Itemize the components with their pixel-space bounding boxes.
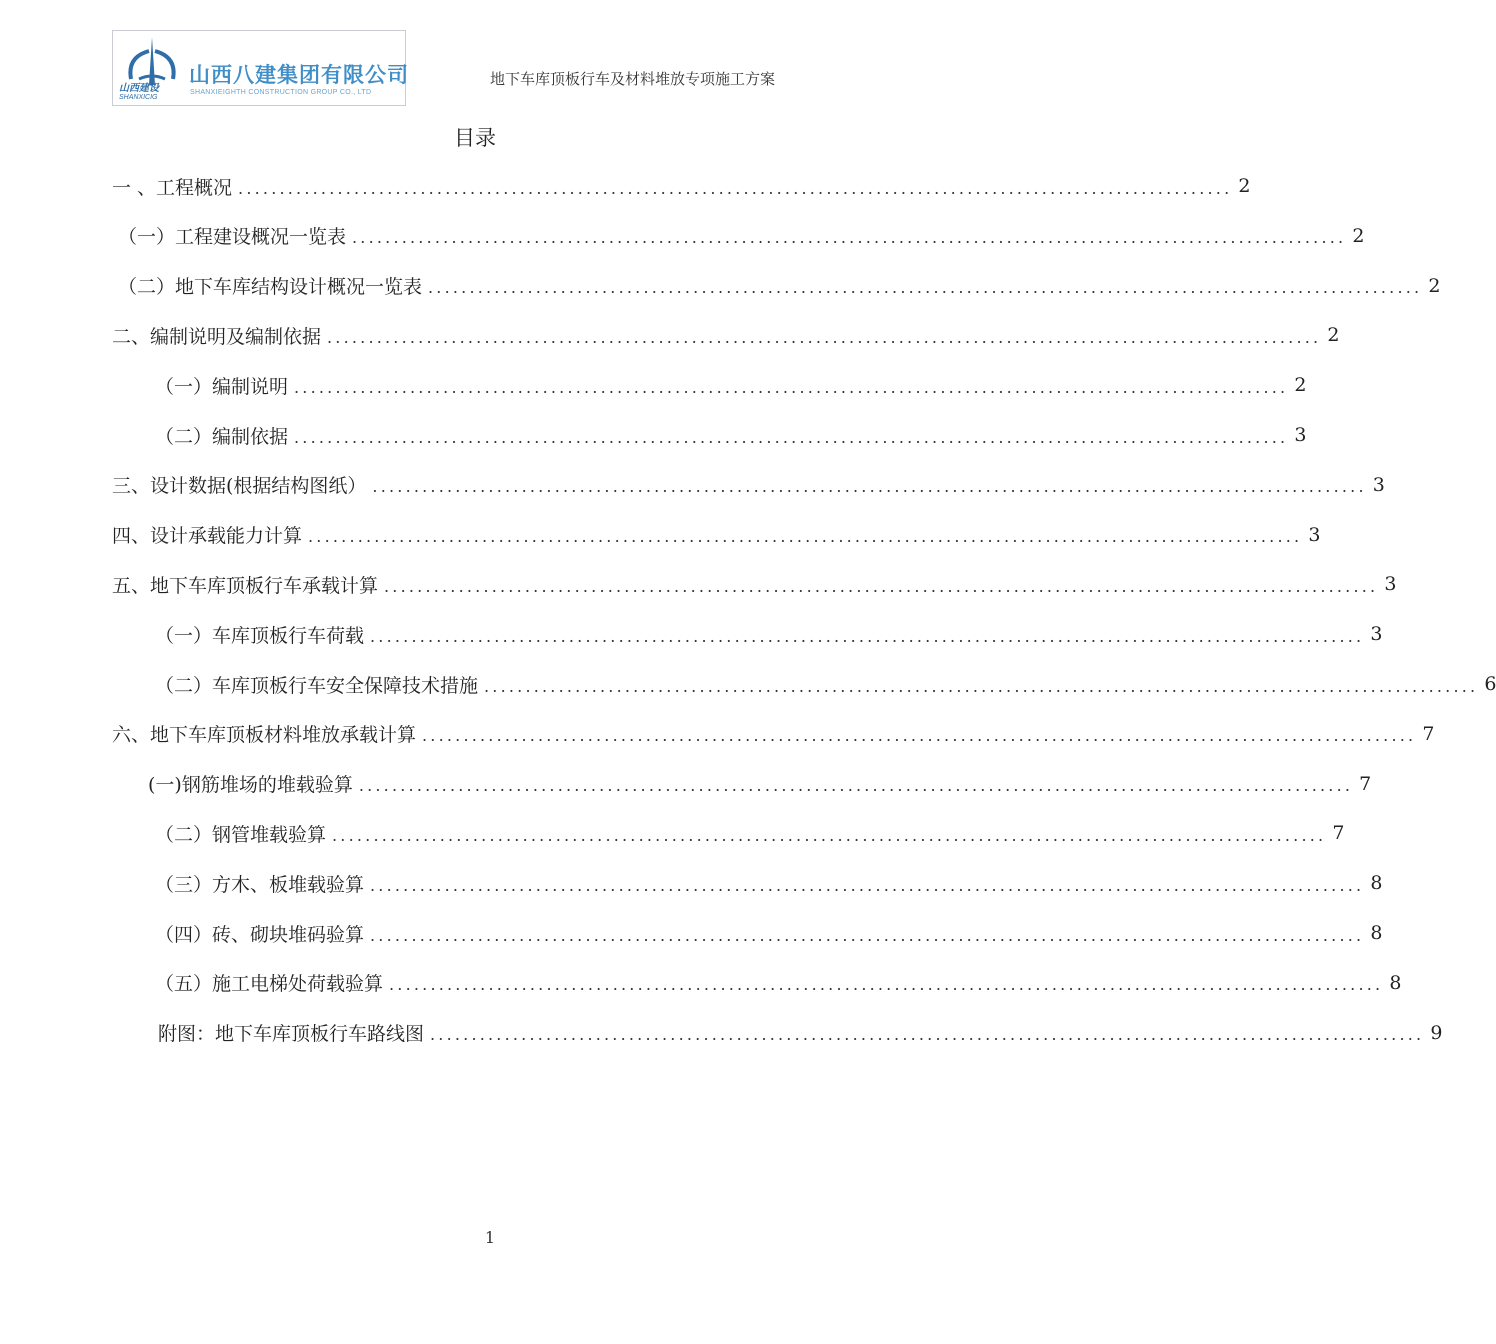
toc-dot-leader: ........................................................................................................................ bbox=[294, 377, 1289, 397]
toc-dot-leader: ........................................................................................................................ bbox=[372, 477, 1367, 497]
toc-entry[interactable] bbox=[155, 669, 1496, 699]
toc-entry-page: 2 bbox=[1327, 324, 1340, 347]
toc-entry-page: 2 bbox=[1352, 224, 1365, 247]
toc-dot-leader: ........................................................................................................................ bbox=[308, 527, 1303, 547]
toc-title: 目录 bbox=[454, 126, 496, 150]
toc-entry-label: （二）钢管堆载验算 bbox=[155, 823, 327, 846]
toc-entry[interactable] bbox=[155, 868, 1383, 898]
toc-entry[interactable] bbox=[118, 221, 1365, 251]
toc-entry-page: 3 bbox=[1370, 623, 1383, 646]
company-name-en: SHANXIEIGHTH CONSTRUCTION GROUP CO., LTD bbox=[190, 89, 372, 96]
toc-entry[interactable] bbox=[112, 320, 1340, 350]
toc-entry-label: 三、设计数据(根据结构图纸） bbox=[112, 475, 367, 498]
toc-entry[interactable] bbox=[148, 769, 1372, 799]
toc-entry-label: （二）编制依据 bbox=[155, 425, 289, 448]
toc-entry-label: 五、地下车库顶板行车承载计算 bbox=[112, 574, 379, 597]
toc-entry-page: 7 bbox=[1422, 722, 1435, 745]
toc-entry-label: （二）地下车库结构设计概况一览表 bbox=[118, 276, 423, 299]
toc-dot-leader: ........................................................................................................................ bbox=[327, 327, 1322, 347]
toc-dot-leader: ........................................................................................................................ bbox=[332, 825, 1327, 845]
toc-dot-leader: ........................................................................................................................ bbox=[294, 427, 1289, 447]
toc-entry-label: 四、设计承载能力计算 bbox=[112, 525, 303, 548]
toc-entry-page: 8 bbox=[1370, 922, 1383, 944]
toc-entry-page: 8 bbox=[1370, 872, 1383, 895]
toc-entry-page: 6 bbox=[1484, 673, 1496, 695]
toc-entry-page: 2 bbox=[1428, 274, 1441, 297]
toc-entry[interactable] bbox=[158, 1018, 1443, 1048]
toc-entry-page: 9 bbox=[1430, 1021, 1443, 1044]
toc-entry-page: 3 bbox=[1308, 523, 1321, 546]
toc-dot-leader: ........................................................................................................................ bbox=[238, 178, 1233, 198]
toc-dot-leader: ........................................................................................................................ bbox=[370, 925, 1365, 945]
toc-entry[interactable] bbox=[112, 171, 1251, 201]
toc-entry-label: （一）车库顶板行车荷载 bbox=[155, 624, 365, 647]
toc-dot-leader: ........................................................................................................................ bbox=[422, 726, 1417, 746]
toc-entry-label: 六、地下车库顶板材料堆放承载计算 bbox=[112, 724, 417, 747]
toc-entry-label: （三）方木、板堆载验算 bbox=[155, 873, 365, 896]
toc-entry-page: 8 bbox=[1389, 971, 1402, 994]
toc-entry-label: 一 、工程概况 bbox=[112, 176, 233, 199]
page-number: 1 bbox=[484, 1228, 496, 1247]
toc-entry-page: 3 bbox=[1294, 424, 1307, 446]
toc-entry-label: 二、编制说明及编制依据 bbox=[112, 325, 322, 348]
toc-entry[interactable] bbox=[155, 968, 1402, 998]
toc-dot-leader: ........................................................................................................................ bbox=[352, 228, 1347, 248]
toc-entry[interactable] bbox=[155, 818, 1345, 848]
company-name-cn: 山西八建集团有限公司 bbox=[189, 63, 409, 87]
toc-entry-page: 2 bbox=[1238, 175, 1251, 197]
toc-dot-leader: ........................................................................................................................ bbox=[370, 875, 1365, 895]
toc-entry-page: 7 bbox=[1359, 772, 1372, 795]
toc-entry[interactable] bbox=[155, 619, 1383, 649]
toc-entry[interactable] bbox=[118, 271, 1441, 301]
toc-entry[interactable] bbox=[155, 370, 1307, 400]
toc-entry-label: （五）施工电梯处荷载验算 bbox=[155, 973, 384, 996]
toc-entry-page: 3 bbox=[1372, 473, 1385, 496]
toc-dot-leader: ........................................................................................................................ bbox=[428, 278, 1423, 298]
company-logo bbox=[112, 30, 409, 106]
toc-entry[interactable] bbox=[112, 520, 1321, 550]
toc-dot-leader: ........................................................................................................................ bbox=[484, 676, 1479, 696]
logo-script-text: 山西建设 bbox=[119, 83, 159, 94]
toc-entry[interactable] bbox=[112, 569, 1397, 599]
document-header-title: 地下车库顶板行车及材料堆放专项施工方案 bbox=[490, 70, 776, 88]
toc-entry-label: （二）车库顶板行车安全保障技术措施 bbox=[155, 674, 479, 697]
toc-entry[interactable] bbox=[155, 918, 1383, 948]
toc-entry-page: 2 bbox=[1294, 374, 1307, 397]
toc-dot-leader: ........................................................................................................................ bbox=[358, 776, 1354, 796]
toc-entry-label: （一）工程建设概况一览表 bbox=[118, 226, 347, 249]
toc-entry-label: (一)钢筋堆场的堆载验算 bbox=[148, 774, 353, 797]
logo-abbr-text: SHANXICIG bbox=[119, 94, 158, 101]
toc-entry-label: 附图：地下车库顶板行车路线图 bbox=[158, 1023, 425, 1046]
toc-dot-leader: ........................................................................................................................ bbox=[389, 975, 1384, 995]
toc-entry[interactable] bbox=[112, 470, 1385, 500]
toc-dot-leader: ........................................................................................................................ bbox=[384, 576, 1379, 596]
toc-dot-leader: ........................................................................................................................ bbox=[430, 1025, 1425, 1045]
toc-entry-label: （一）编制说明 bbox=[155, 375, 289, 398]
toc-entry-page: 3 bbox=[1384, 573, 1397, 596]
toc-entry-label: （四）砖、砌块堆码验算 bbox=[155, 923, 365, 946]
toc-entry[interactable] bbox=[155, 420, 1307, 450]
toc-entry-page: 7 bbox=[1332, 822, 1345, 845]
toc-dot-leader: ........................................................................................................................ bbox=[370, 626, 1365, 646]
toc-entry[interactable] bbox=[112, 719, 1435, 749]
